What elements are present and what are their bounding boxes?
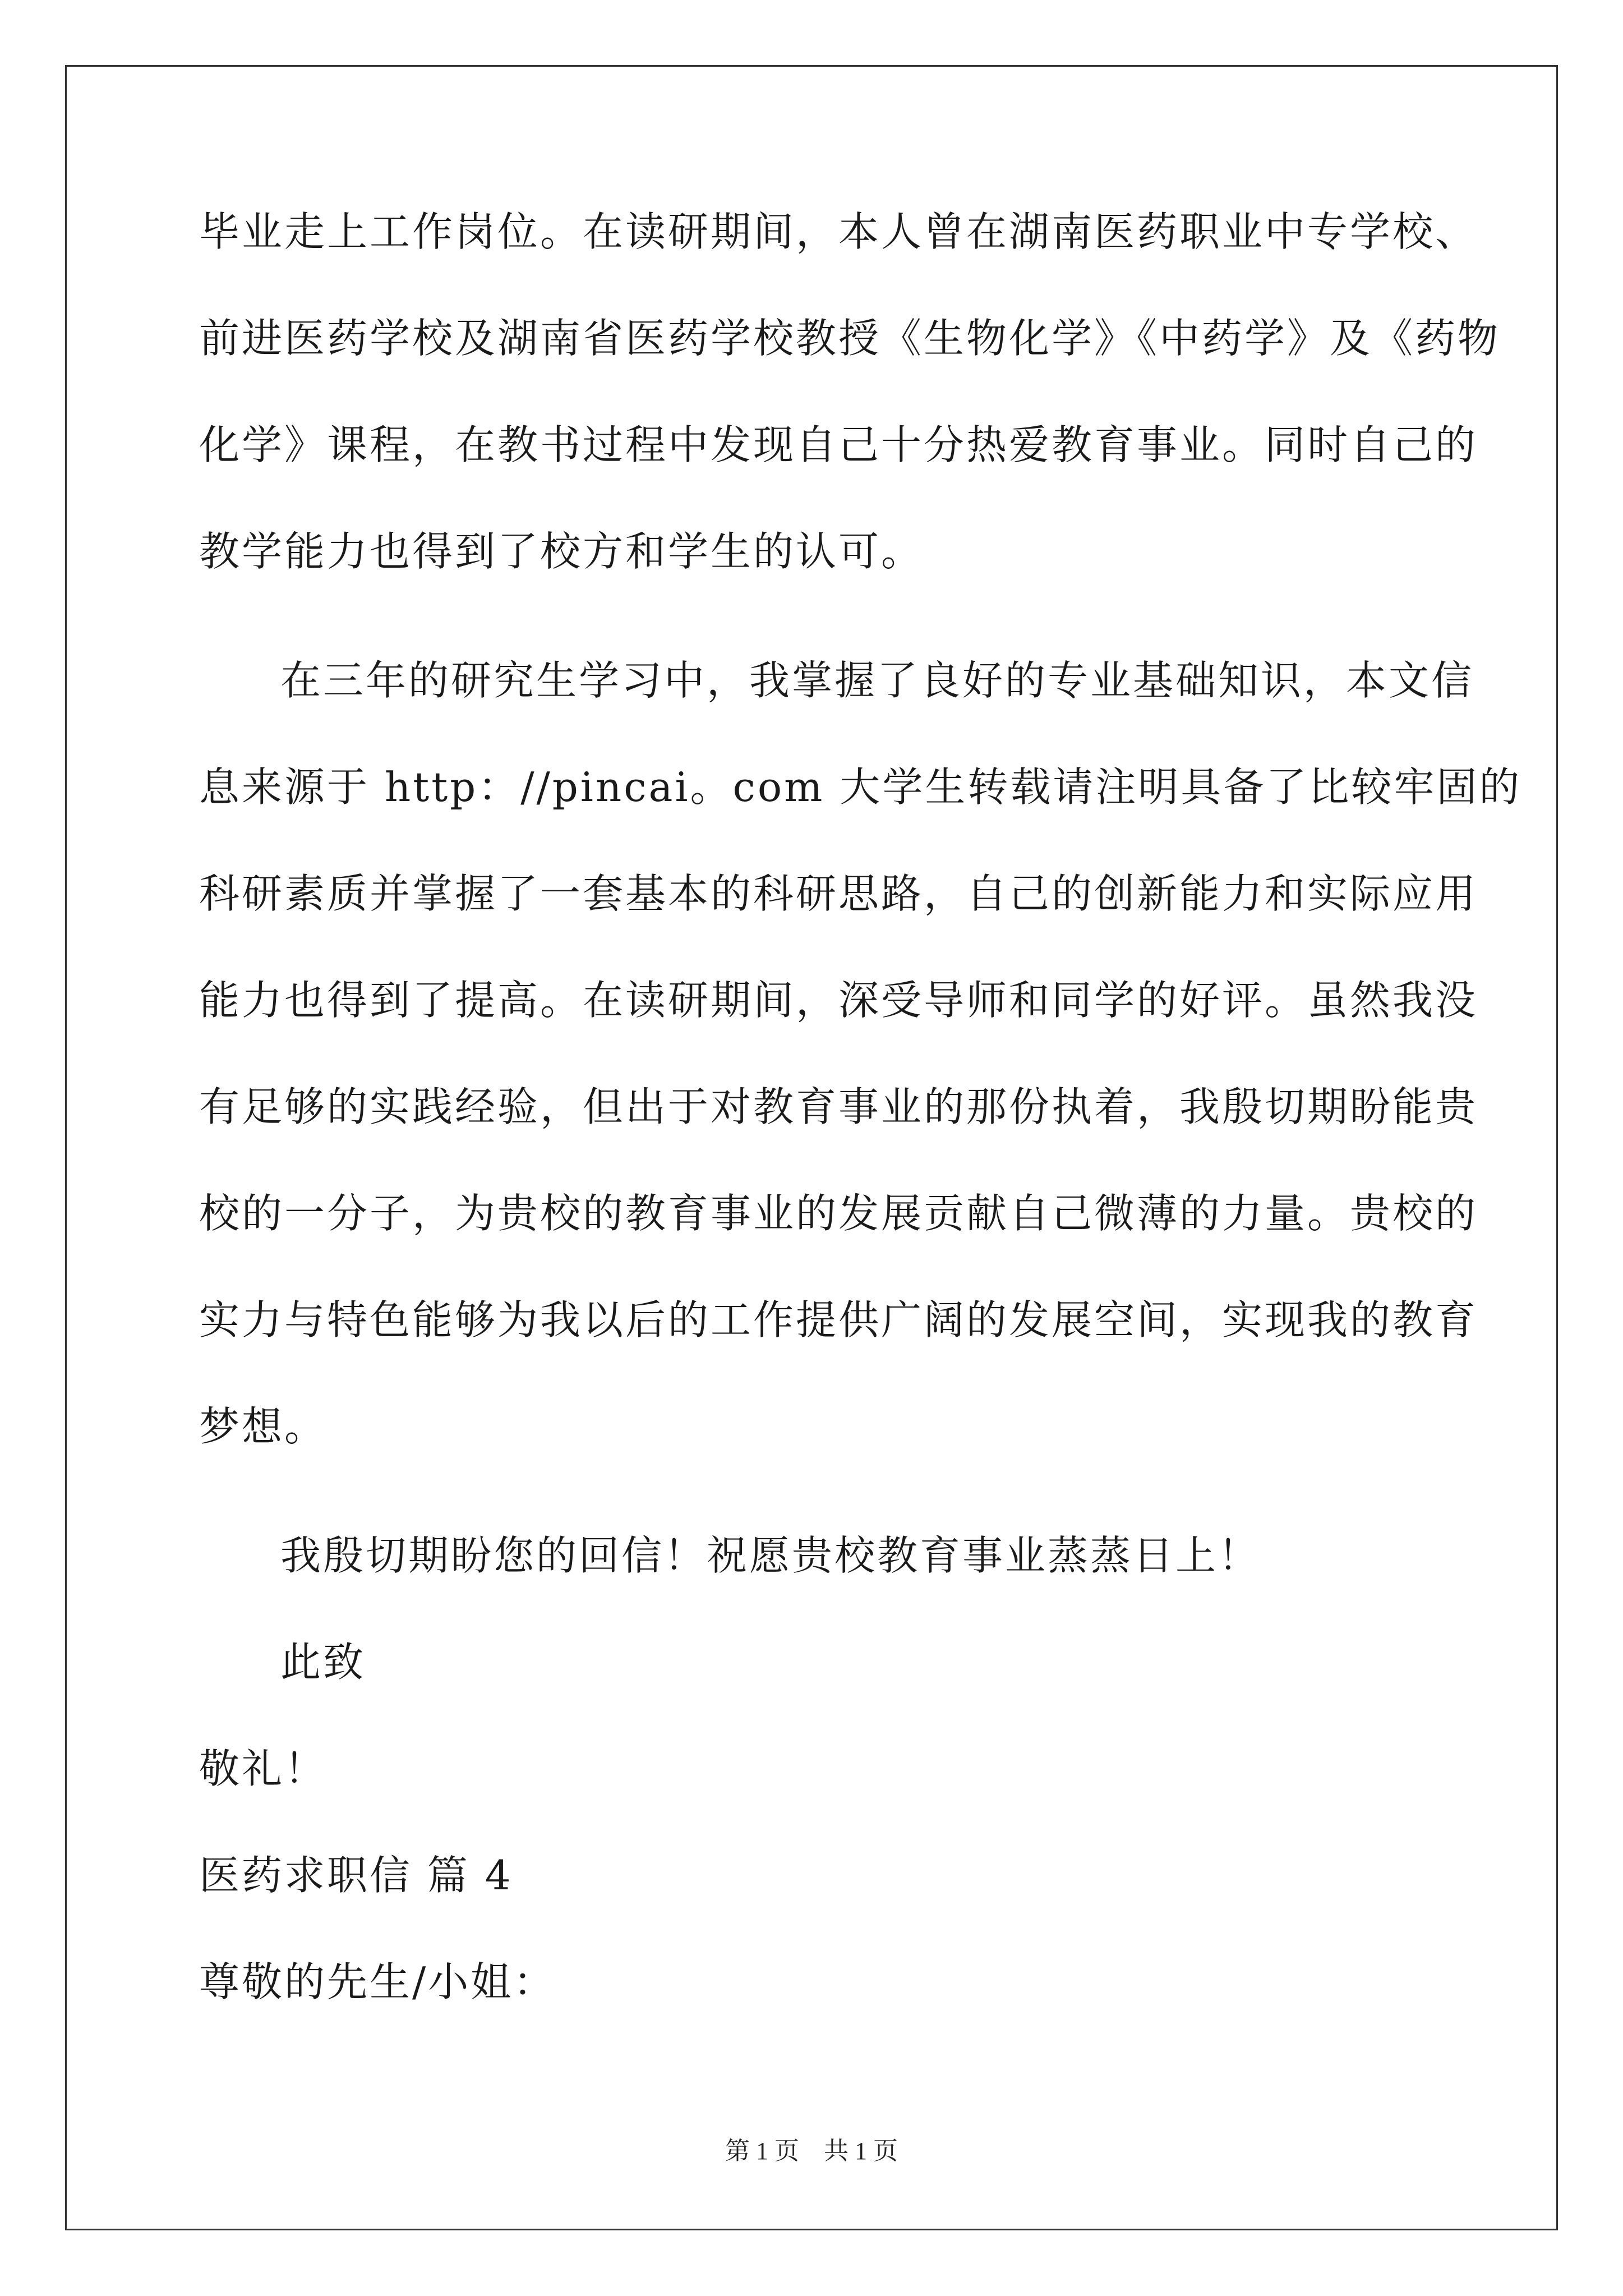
greeting-line: 尊敬的先生/小姐： [199,1958,556,2005]
section-heading: 医药求职信 篇 4 [199,1852,513,1899]
text-line: 实力与特色能够为我以后的工作提供广阔的发展空间，实现我的教育 [199,1296,1478,1343]
text-line: 前进医药学校及湖南省医药学校教授《生物化学》《中药学》及《药物 [199,315,1501,362]
salutation-cizhi: 此致 [280,1639,366,1686]
closing-wish-line: 我殷切期盼您的回信！祝愿贵校教育事业蒸蒸日上！ [280,1532,1261,1579]
text-line: 教学能力也得到了校方和学生的认可。 [199,528,924,575]
text-line: 梦想。 [199,1403,328,1450]
text-line: 毕业走上工作岗位。在读研期间，本人曾在湖南医药职业中专学校、 [199,208,1478,255]
paragraph-start-line: 在三年的研究生学习中，我掌握了良好的专业基础知识，本文信 [280,657,1474,704]
page-number-footer: 第 1 页 共 1 页 [725,2137,898,2165]
text-line: 科研素质并掌握了一套基本的科研思路，自己的创新能力和实际应用 [199,870,1478,917]
text-line: 化学》课程，在教书过程中发现自己十分热爱教育事业。同时自己的 [199,421,1478,468]
text-line: 校的一分子，为贵校的教育事业的发展贡献自己微薄的力量。贵校的 [199,1190,1478,1237]
text-line: 能力也得到了提高。在读研期间，深受导师和同学的好评。虽然我没 [199,977,1478,1024]
text-line: 有足够的实践经验，但出于对教育事业的那份执着，我殷切期盼能贵 [199,1083,1478,1130]
salutation-jingli: 敬礼！ [199,1745,328,1792]
text-line: 息来源于 http：//pincai。com 大学生转载请注明具备了比较牢固的 [199,763,1522,811]
page-border [65,65,1558,2230]
